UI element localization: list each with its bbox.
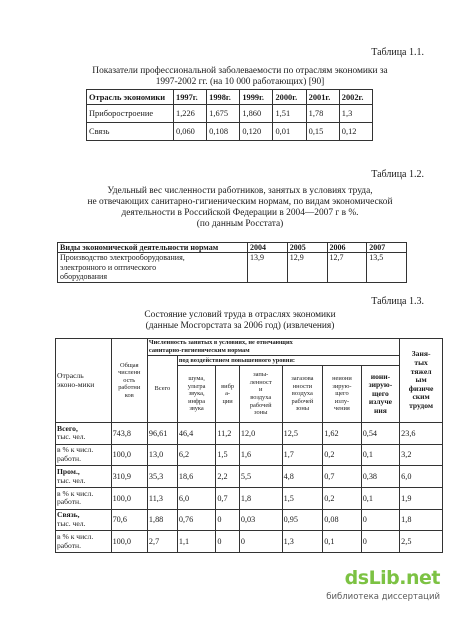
table-cell: 0,2 bbox=[323, 487, 361, 509]
table-cell: 100,0 bbox=[111, 531, 147, 553]
table-row bbox=[56, 444, 443, 466]
table-cell: 35,3 bbox=[147, 466, 177, 488]
table1-title: Показатели профессиональной заболеваемости по отраслям экономики за 1997-2002 гг. (на 10 000 работающих) [90] bbox=[92, 66, 388, 87]
table-cell: 1,3 bbox=[282, 531, 323, 553]
table-cell: 1,5 bbox=[216, 444, 240, 466]
table-cell: 0,060 bbox=[174, 123, 207, 141]
table-cell: 1,9 bbox=[400, 487, 443, 509]
table-cell: Приборостроение bbox=[87, 105, 174, 123]
table-cell: 11,2 bbox=[216, 423, 240, 445]
table-cell: 100,0 bbox=[111, 444, 147, 466]
table-cell: 0,7 bbox=[323, 466, 361, 488]
table1-header-cell: 2000г. bbox=[273, 90, 306, 105]
table-cell: 13,5 bbox=[367, 253, 407, 282]
table3-header-nonionizing: неиони зирую- щего излу- чения bbox=[323, 366, 361, 423]
table-cell: 4,8 bbox=[282, 466, 323, 488]
table2-header-cell: 2004 bbox=[248, 243, 288, 253]
table3-row-label: в % к числ. работн. bbox=[56, 487, 112, 509]
table-cell: 70,6 bbox=[111, 509, 147, 531]
watermark-logo: dsLib.net bbox=[344, 567, 440, 589]
table-cell: 23,6 bbox=[400, 423, 443, 445]
table3-row-label: Связь, тыс. чел. bbox=[56, 509, 112, 531]
table3-header-branch: Отрасль эконо-мики bbox=[56, 339, 112, 423]
table-cell: 0 bbox=[216, 509, 240, 531]
table-cell: 1,51 bbox=[273, 105, 306, 123]
table-cell: 2,2 bbox=[216, 466, 240, 488]
table2-header-cell: 2005 bbox=[287, 243, 327, 253]
table-cell: 13,9 bbox=[248, 253, 288, 282]
table3-header-physical: Заня- тых тяжел ым физиче ским трудом bbox=[400, 339, 443, 423]
table3-header-ionizing: иони- зирую- щего излуче ния bbox=[361, 366, 399, 423]
table-cell: 2,5 bbox=[400, 531, 443, 553]
table2 bbox=[57, 242, 407, 283]
table3-row-label: в % к числ. работн. bbox=[56, 531, 112, 553]
table-cell: 0,38 bbox=[361, 466, 399, 488]
table-cell: 6,0 bbox=[177, 487, 215, 509]
table-cell: 1,7 bbox=[282, 444, 323, 466]
table-cell: 0,2 bbox=[323, 444, 361, 466]
table3-row-label: Всего, тыс. чел. bbox=[56, 423, 112, 445]
table3-header-dust: запы- ленност и воздуха рабочей зоны bbox=[239, 366, 282, 423]
table-row bbox=[56, 466, 443, 488]
table-cell: 1,860 bbox=[240, 105, 273, 123]
table3-row-label: Пром., тыс. чел. bbox=[56, 466, 112, 488]
table2-header-cell: Виды экономической деятельности нормам bbox=[58, 243, 248, 253]
table-row bbox=[56, 531, 443, 553]
table1-header-cell: Отрасль экономики bbox=[87, 90, 174, 105]
table1-header-cell: 1999г. bbox=[240, 90, 273, 105]
table-cell: 743,8 bbox=[111, 423, 147, 445]
table-row bbox=[58, 253, 407, 282]
table-cell: 0,7 bbox=[216, 487, 240, 509]
table-cell: 0 bbox=[216, 531, 240, 553]
table-cell: 1,8 bbox=[400, 509, 443, 531]
table1 bbox=[86, 89, 373, 141]
table-row bbox=[56, 423, 443, 445]
table-cell: 0 bbox=[361, 531, 399, 553]
table-cell: 0,54 bbox=[361, 423, 399, 445]
table-cell: 1,6 bbox=[239, 444, 282, 466]
table-cell: 13,0 bbox=[147, 444, 177, 466]
table-cell: 1,88 bbox=[147, 509, 177, 531]
table-cell: 11,3 bbox=[147, 487, 177, 509]
table-cell: 0,120 bbox=[240, 123, 273, 141]
table-cell: 0,01 bbox=[273, 123, 306, 141]
table-cell: 1,78 bbox=[306, 105, 339, 123]
table3 bbox=[55, 338, 443, 553]
table-row bbox=[87, 105, 373, 123]
table1-header-cell: 2002г. bbox=[339, 90, 372, 105]
table2-row-label: Производство электрооборудования, электронного и оптического оборудования bbox=[58, 253, 248, 282]
table-cell: 12,7 bbox=[327, 253, 367, 282]
table3-header-row bbox=[56, 339, 443, 356]
table-cell: 0,1 bbox=[361, 444, 399, 466]
table-cell: 0,108 bbox=[207, 123, 240, 141]
table3-header-vibration: вибр а- ции bbox=[216, 366, 240, 423]
table-cell: Связь bbox=[87, 123, 174, 141]
table-cell: 46,4 bbox=[177, 423, 215, 445]
watermark-tagline: библиотека диссертаций bbox=[326, 592, 440, 602]
watermark bbox=[314, 567, 444, 609]
table-cell: 0,12 bbox=[339, 123, 372, 141]
table2-title: Удельный вес численности работников, занятых в условиях труда, не отвечающих санитарно-гигиеническим нормам, по видам экономической деятельности в Российской Федерации в 2004—2007 г в %. (по данным Росстата) bbox=[87, 186, 393, 229]
table1-header-cell: 1997г. bbox=[174, 90, 207, 105]
table3-header-gas: загазова нности воздуха рабочей зоны bbox=[282, 366, 323, 423]
table3-header-group: Численность занятых в условиях, не отвечающих санитарно-гигиеническим нормам bbox=[147, 339, 399, 356]
table-cell: 6,2 bbox=[177, 444, 215, 466]
table3-title: Состояние условий труда в отраслях экономики (данные Мосгорстата за 2006 год) (извлечения) bbox=[144, 310, 336, 331]
table3-header-total: Общая численн ость работни ков bbox=[111, 339, 147, 423]
table-row bbox=[56, 509, 443, 531]
table3-header-all: Всего bbox=[147, 356, 177, 423]
table-cell: 0,1 bbox=[323, 531, 361, 553]
table-cell: 100,0 bbox=[111, 487, 147, 509]
table-cell: 0,15 bbox=[306, 123, 339, 141]
table-cell: 1,8 bbox=[239, 487, 282, 509]
table-row bbox=[56, 487, 443, 509]
table-cell: 1,5 bbox=[282, 487, 323, 509]
table-cell: 1,675 bbox=[207, 105, 240, 123]
table3-caption: Таблица 1.3. bbox=[371, 296, 424, 307]
table3-row-label: в % к числ. работн. bbox=[56, 444, 112, 466]
table-cell: 0,03 bbox=[239, 509, 282, 531]
table2-header-cell: 2006 bbox=[327, 243, 367, 253]
table1-header-cell: 1998г. bbox=[207, 90, 240, 105]
table-cell: 0,95 bbox=[282, 509, 323, 531]
table-cell: 3,2 bbox=[400, 444, 443, 466]
table-cell: 0,08 bbox=[323, 509, 361, 531]
table-cell: 1,226 bbox=[174, 105, 207, 123]
table-cell: 12,0 bbox=[239, 423, 282, 445]
table-cell: 1,3 bbox=[339, 105, 372, 123]
table3-header-noise: шума, ультра звука, инфра звука bbox=[177, 366, 215, 423]
table-cell: 6,0 bbox=[400, 466, 443, 488]
table3-header-sub: под воздействием повышенного уровня: bbox=[177, 356, 399, 366]
table-cell: 96,61 bbox=[147, 423, 177, 445]
table-row bbox=[87, 123, 373, 141]
table1-caption: Таблица 1.1. bbox=[371, 47, 424, 58]
table2-caption: Таблица 1.2. bbox=[371, 169, 424, 180]
table-cell: 2,7 bbox=[147, 531, 177, 553]
table-cell: 1,62 bbox=[323, 423, 361, 445]
table2-header-row bbox=[58, 243, 407, 253]
table2-header-cell: 2007 bbox=[367, 243, 407, 253]
table1-header-cell: 2001г. bbox=[306, 90, 339, 105]
table-cell: 0 bbox=[361, 509, 399, 531]
table-cell: 5,5 bbox=[239, 466, 282, 488]
table-cell: 310,9 bbox=[111, 466, 147, 488]
table-cell: 0 bbox=[239, 531, 282, 553]
table-cell: 0,1 bbox=[361, 487, 399, 509]
table-cell: 18,6 bbox=[177, 466, 215, 488]
table-cell: 12,9 bbox=[287, 253, 327, 282]
table-cell: 12,5 bbox=[282, 423, 323, 445]
table1-header-row bbox=[87, 90, 373, 105]
table-cell: 0,76 bbox=[177, 509, 215, 531]
table-cell: 1,1 bbox=[177, 531, 215, 553]
